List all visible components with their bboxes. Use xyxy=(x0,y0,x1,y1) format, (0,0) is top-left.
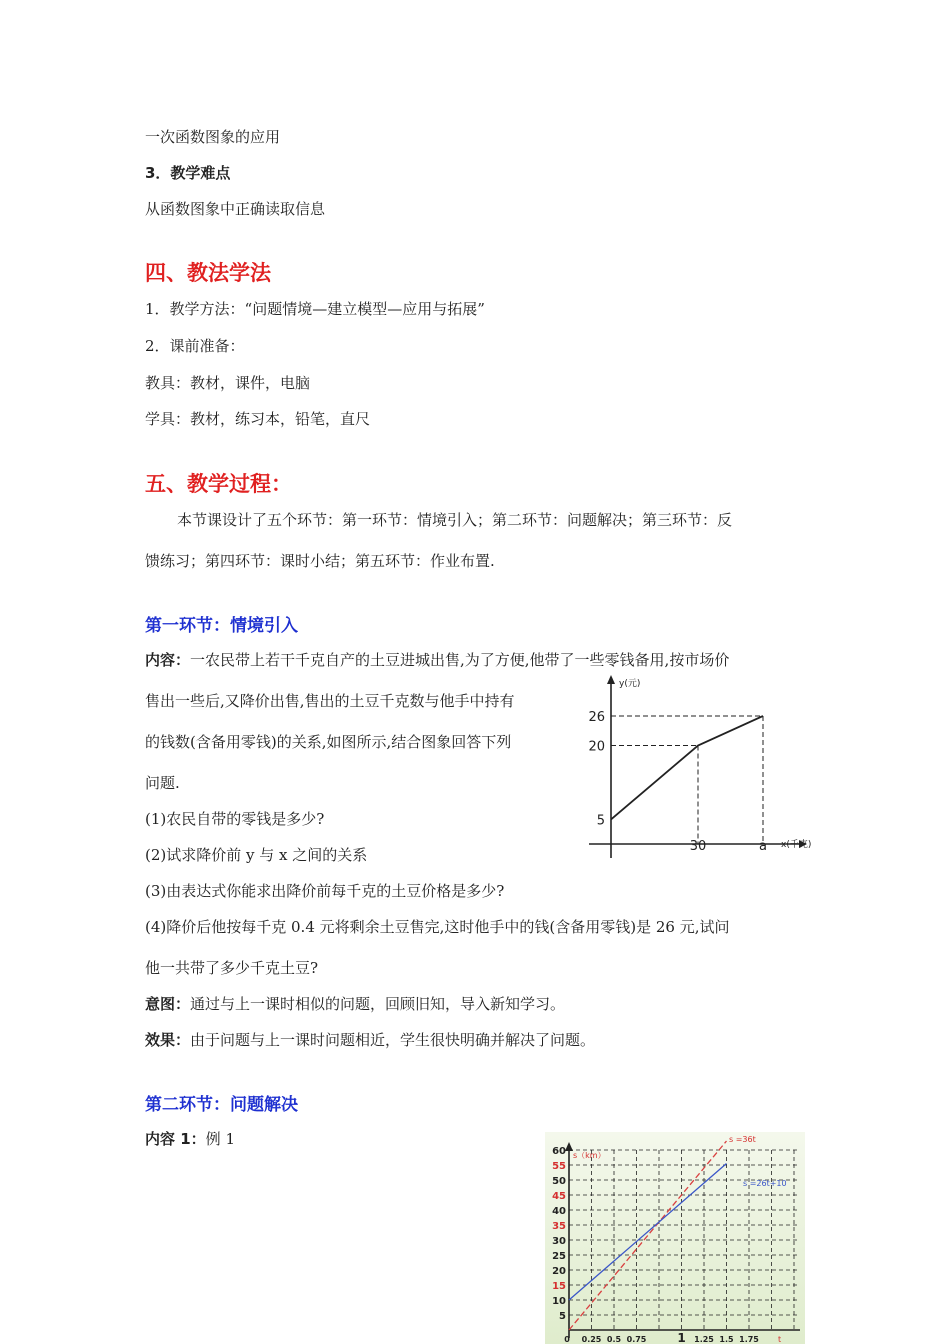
content1-text: 例 1 xyxy=(205,1130,235,1148)
intent-label: 意图： xyxy=(145,995,191,1013)
content-paragraph-2: 售出一些后,又降价出售,售出的土豆千克数与他手中持有 xyxy=(145,692,515,710)
x-tick-label: 0.5 xyxy=(606,1335,622,1344)
section-5-heading: 五、教学过程： xyxy=(145,472,292,496)
y-tick-label: 40 xyxy=(552,1206,566,1217)
money-chart xyxy=(585,672,825,862)
series-label-2: s =26t+10 xyxy=(743,1179,787,1188)
x-tick-label: a xyxy=(759,839,767,854)
y-tick-label: 60 xyxy=(552,1146,566,1157)
y-tick-label: 25 xyxy=(552,1251,566,1262)
question-3: (3)由表达式你能求出降价前每千克的土豆价格是多少? xyxy=(145,882,505,900)
y-tick-label: 45 xyxy=(552,1191,566,1202)
series-line xyxy=(611,716,763,819)
y-tick-label: 10 xyxy=(552,1296,566,1307)
content-text: 一农民带上若干千克自产的土豆进城出售,为了方便,他带了一些零钱备用,按市场价 xyxy=(190,651,730,669)
step-1-heading: 第一环节：情境引入 xyxy=(145,616,298,636)
effect-text: 由于问题与上一课时问题相近，学生很快明确并解决了问题。 xyxy=(190,1031,596,1049)
y-tick-label: 50 xyxy=(552,1176,566,1187)
x-tick-label: 1.75 xyxy=(739,1335,759,1344)
intent-text: 通过与上一课时相似的问题，回顾旧知，导入新知学习。 xyxy=(190,995,566,1013)
question-4b: 他一共带了多少千克土豆? xyxy=(145,959,319,977)
x-tick-label: 30 xyxy=(689,839,707,854)
y-tick-label: 5 xyxy=(596,813,605,829)
content-paragraph-1 xyxy=(145,650,729,670)
process-para-2: 馈练习；第四环节：课时小结；第五环节：作业布置. xyxy=(145,552,495,570)
effect-label: 效果： xyxy=(145,1031,191,1049)
y-tick-label: 26 xyxy=(588,710,605,725)
series-label-1: s =36t xyxy=(729,1135,756,1144)
step-2-heading: 第二环节：问题解决 xyxy=(145,1095,298,1115)
question-1: (1)农民自带的零钱是多少? xyxy=(145,810,325,828)
content1-label: 内容 1： xyxy=(145,1130,206,1148)
x-tick-label: 0 xyxy=(564,1335,570,1344)
x-tick-label: 1 xyxy=(677,1331,686,1344)
question-4a: (4)降价后他按每千克 0.4 元将剩余土豆售完,这时他手中的钱(含备用零钱)是 26 元,试问 xyxy=(145,918,730,936)
difficulty-text: 从函数图象中正确读取信息 xyxy=(145,200,326,218)
content-label: 内容： xyxy=(145,651,191,669)
x-tick-label: 0.25 xyxy=(581,1335,602,1344)
x-axis-title: x(千克) xyxy=(781,840,812,850)
section-4-heading: 四、教法学法 xyxy=(145,261,271,285)
y-tick-label: 30 xyxy=(552,1236,566,1247)
y-tick-label: 20 xyxy=(552,1266,566,1277)
intent-line xyxy=(145,994,565,1014)
content1-line xyxy=(145,1129,235,1149)
method-line-2: 2．课前准备： xyxy=(145,337,245,355)
y-tick-label: 15 xyxy=(552,1281,566,1292)
process-para-1: 本节课设计了五个环节：第一环节：情境引入；第二环节：问题解决；第三环节：反 xyxy=(177,511,733,529)
method-line-3: 教具：教材，课件，电脑 xyxy=(145,374,311,392)
method-line-1: 1．教学方法：“问题情境—建立模型—应用与拓展” xyxy=(145,300,485,318)
y-axis-arrow xyxy=(607,675,615,684)
x-tick-label: 0.75 xyxy=(626,1335,647,1344)
y-axis-title: y(元) xyxy=(619,679,641,689)
content-paragraph-4: 问题. xyxy=(145,774,180,792)
x-tick-label: 1.25 xyxy=(694,1335,714,1344)
difficulty-heading: 3．教学难点 xyxy=(145,164,231,182)
y-tick-label: 55 xyxy=(552,1161,566,1172)
method-line-4: 学具：教材，练习本，铅笔，直尺 xyxy=(145,410,371,428)
y-axis-title: s（km） xyxy=(573,1151,606,1160)
line-application: 一次函数图象的应用 xyxy=(145,128,281,146)
y-tick-label: 35 xyxy=(552,1221,566,1232)
effect-line xyxy=(145,1030,595,1050)
x-tick-label: 1.5 xyxy=(719,1335,734,1344)
y-tick-label: 20 xyxy=(588,739,605,755)
distance-chart xyxy=(545,1132,805,1344)
x-axis-title: t xyxy=(778,1335,782,1344)
content-paragraph-3: 的钱数(含备用零钱)的关系,如图所示,结合图象回答下列 xyxy=(145,733,512,751)
question-2: (2)试求降价前 y 与 x 之间的关系 xyxy=(145,846,368,864)
y-tick-label: 5 xyxy=(559,1311,566,1322)
